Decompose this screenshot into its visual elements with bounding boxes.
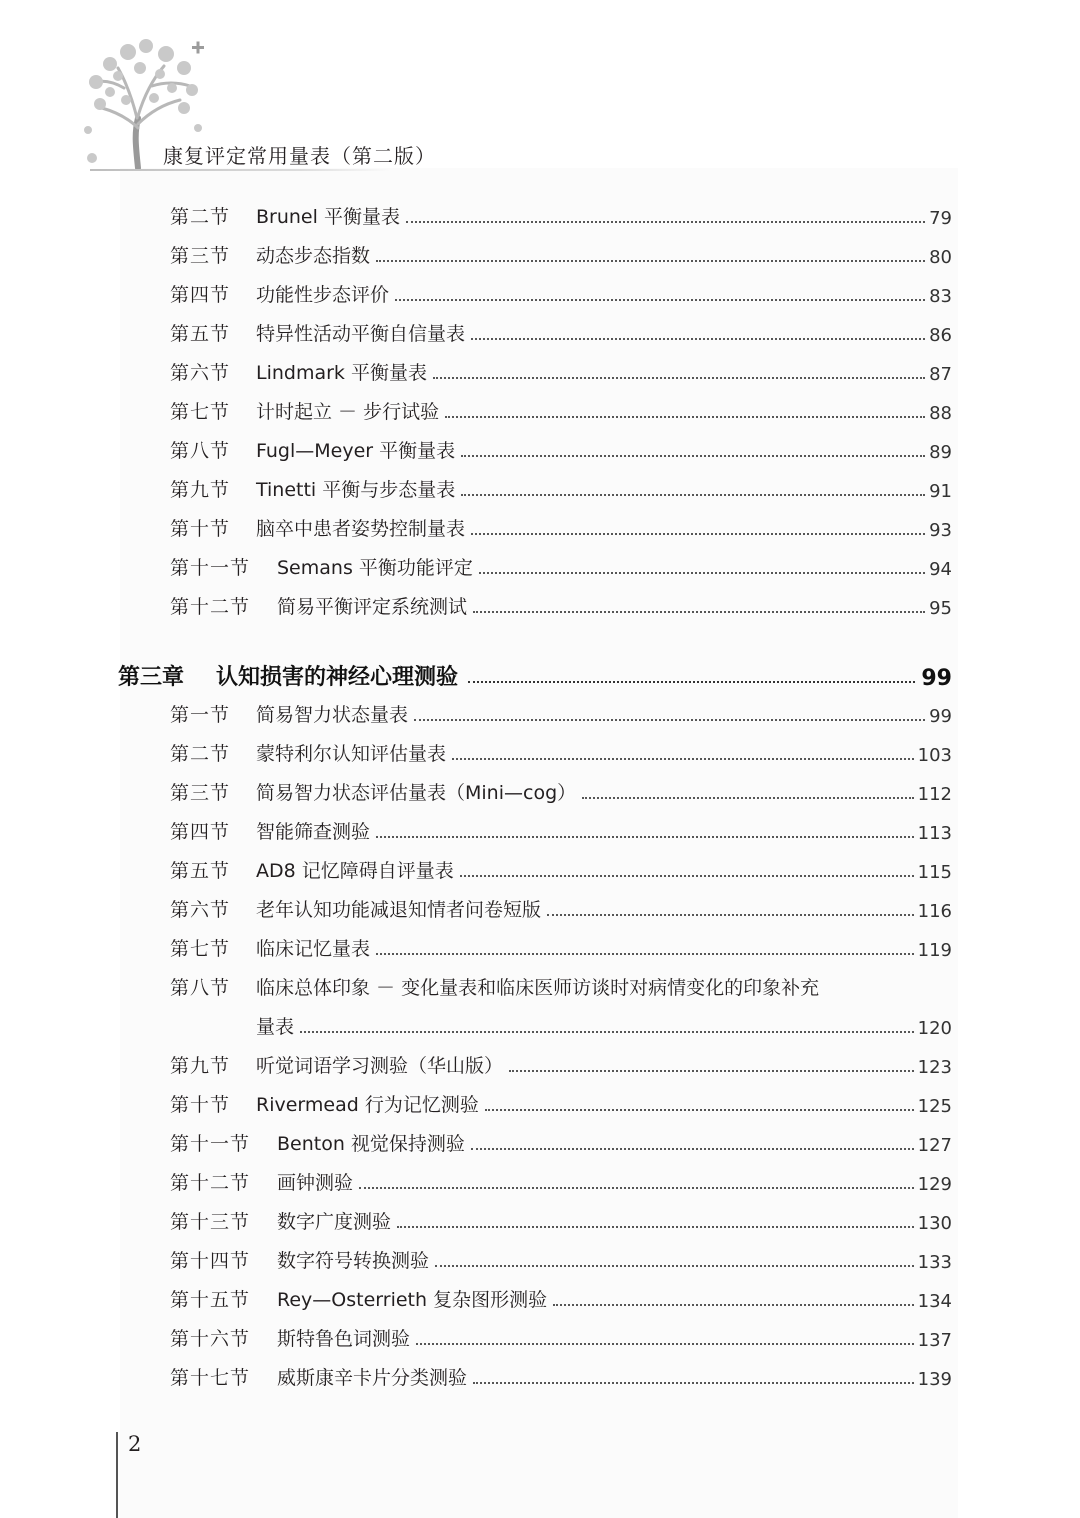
section-number: 第八节 xyxy=(170,977,231,999)
dot-leader xyxy=(452,757,914,760)
dot-leader xyxy=(547,913,914,916)
toc-entry[interactable] xyxy=(170,1204,952,1234)
toc-entry[interactable] xyxy=(170,775,952,805)
page-ref: 120 xyxy=(917,1018,952,1039)
section-title: 简易智力状态评估量表（Mini—cog） xyxy=(256,782,577,804)
toc-entry[interactable] xyxy=(170,1165,952,1195)
section-title: Lindmark 平衡量表 xyxy=(256,362,427,384)
toc-entry[interactable] xyxy=(170,550,952,580)
dot-leader xyxy=(485,1108,914,1111)
section-number: 第九节 xyxy=(170,1055,231,1077)
dot-leader xyxy=(414,718,925,721)
section-title: Rivermead 行为记忆测验 xyxy=(256,1094,479,1116)
section-title: Tinetti 平衡与步态量表 xyxy=(256,479,456,501)
section-title: Benton 视觉保持测验 xyxy=(277,1133,465,1155)
section-title: 智能筛查测验 xyxy=(256,821,371,843)
chapter-heading[interactable] xyxy=(118,657,952,691)
dot-leader xyxy=(445,415,925,418)
page-ref: 133 xyxy=(917,1252,952,1273)
page-number-rule xyxy=(116,1432,118,1518)
toc-entry[interactable] xyxy=(170,1243,952,1273)
dot-leader xyxy=(435,1264,914,1267)
toc-entry[interactable] xyxy=(170,697,952,727)
dot-leader xyxy=(376,259,925,262)
section-number: 第十六节 xyxy=(170,1328,251,1350)
section-number: 第五节 xyxy=(170,860,231,882)
page-ref: 88 xyxy=(929,403,952,424)
section-title: 特异性活动平衡自信量表 xyxy=(256,323,466,345)
section-number: 第八节 xyxy=(170,440,231,462)
toc-entry[interactable] xyxy=(170,199,952,229)
section-number: 第六节 xyxy=(170,899,231,921)
section-title: 临床记忆量表 xyxy=(256,938,371,960)
dot-leader xyxy=(460,874,914,877)
section-title: 计时起立 － 步行试验 xyxy=(256,401,440,423)
section-title: Fugl—Meyer 平衡量表 xyxy=(256,440,456,462)
section-number: 第十七节 xyxy=(170,1367,251,1389)
section-title: 数字广度测验 xyxy=(277,1211,392,1233)
toc-entry[interactable] xyxy=(170,394,952,424)
page-ref: 89 xyxy=(929,442,952,463)
section-title: 临床总体印象 － 变化量表和临床医师访谈时对病情变化的印象补充 xyxy=(256,977,820,999)
dot-leader xyxy=(468,680,915,683)
section-number: 第三节 xyxy=(170,245,231,267)
toc-entry[interactable] xyxy=(170,1087,952,1117)
page-ref: 95 xyxy=(929,598,952,619)
toc-entry[interactable] xyxy=(170,316,952,346)
section-number: 第十一节 xyxy=(170,1133,251,1155)
page-ref: 134 xyxy=(917,1291,952,1312)
page-ref: 137 xyxy=(917,1330,952,1351)
section-title: 蒙特利尔认知评估量表 xyxy=(256,743,447,765)
section-title: Semans 平衡功能评定 xyxy=(277,557,473,579)
page-ref: 115 xyxy=(917,862,952,883)
page-ref: 83 xyxy=(929,286,952,307)
dot-leader xyxy=(471,532,925,535)
dot-leader xyxy=(473,1381,914,1384)
toc-entry[interactable] xyxy=(170,853,952,883)
dot-leader xyxy=(433,376,925,379)
section-title: 斯特鲁色词测验 xyxy=(277,1328,411,1350)
page-ref: 130 xyxy=(917,1213,952,1234)
section-number: 第十四节 xyxy=(170,1250,251,1272)
section-number: 第五节 xyxy=(170,323,231,345)
section-number: 第九节 xyxy=(170,479,231,501)
dot-leader xyxy=(471,337,925,340)
section-number: 第十一节 xyxy=(170,557,251,579)
section-number: 第十三节 xyxy=(170,1211,251,1233)
dot-leader xyxy=(473,610,925,613)
section-title: Brunel 平衡量表 xyxy=(256,206,400,228)
dot-leader xyxy=(509,1069,914,1072)
page-ref: 119 xyxy=(917,940,952,961)
section-number: 第十二节 xyxy=(170,596,251,618)
section-title: 画钟测验 xyxy=(277,1172,354,1194)
dot-leader xyxy=(582,796,914,799)
dot-leader xyxy=(376,835,914,838)
dot-leader xyxy=(395,298,925,301)
dot-leader xyxy=(479,571,925,574)
page-ref: 93 xyxy=(929,520,952,541)
toc-entry[interactable] xyxy=(170,970,952,1000)
section-number: 第七节 xyxy=(170,938,231,960)
toc-entry[interactable] xyxy=(170,1360,952,1390)
dot-leader xyxy=(397,1225,914,1228)
section-title: 老年认知功能减退知情者问卷短版 xyxy=(256,899,542,921)
section-number: 第一节 xyxy=(170,704,231,726)
page-ref: 87 xyxy=(929,364,952,385)
dot-leader xyxy=(406,220,925,223)
toc-entry-continuation[interactable] xyxy=(256,1009,952,1039)
section-title: 功能性步态评价 xyxy=(256,284,390,306)
page-ref: 139 xyxy=(917,1369,952,1390)
toc-entry[interactable] xyxy=(170,472,952,502)
page-ref: 125 xyxy=(917,1096,952,1117)
toc-entry[interactable] xyxy=(170,355,952,385)
page-number: 2 xyxy=(128,1432,142,1456)
page-ref: 123 xyxy=(917,1057,952,1078)
toc-entry[interactable] xyxy=(170,1321,952,1351)
page-ref: 127 xyxy=(917,1135,952,1156)
section-title: Rey—Osterrieth 复杂图形测验 xyxy=(277,1289,548,1311)
section-number: 第四节 xyxy=(170,821,231,843)
toc-entry[interactable] xyxy=(170,1048,952,1078)
dot-leader xyxy=(416,1342,914,1345)
toc-entry[interactable] xyxy=(170,892,952,922)
header-rule xyxy=(90,169,390,171)
section-number: 第十五节 xyxy=(170,1289,251,1311)
dot-leader xyxy=(471,1147,914,1150)
chapter-page-ref: 99 xyxy=(921,666,952,691)
toc-entry[interactable] xyxy=(170,1282,952,1312)
section-number: 第四节 xyxy=(170,284,231,306)
section-title: 简易智力状态量表 xyxy=(256,704,409,726)
page-ref: 113 xyxy=(917,823,952,844)
section-title: AD8 记忆障碍自评量表 xyxy=(256,860,454,882)
page-ref: 99 xyxy=(929,706,952,727)
toc-entry[interactable] xyxy=(170,277,952,307)
section-number: 第十二节 xyxy=(170,1172,251,1194)
dot-leader xyxy=(359,1186,914,1189)
book-title: 康复评定常用量表（第二版） xyxy=(163,144,436,168)
section-number: 第二节 xyxy=(170,743,231,765)
toc-entry[interactable] xyxy=(170,814,952,844)
dot-leader xyxy=(300,1030,914,1033)
section-title-continuation: 量表 xyxy=(256,1016,295,1038)
toc-entry[interactable] xyxy=(170,736,952,766)
page-ref: 91 xyxy=(929,481,952,502)
section-number: 第十节 xyxy=(170,518,231,540)
page-ref: 86 xyxy=(929,325,952,346)
page-ref: 94 xyxy=(929,559,952,580)
section-number: 第三节 xyxy=(170,782,231,804)
toc-entry[interactable] xyxy=(170,238,952,268)
toc-entry[interactable] xyxy=(170,589,952,619)
section-number: 第七节 xyxy=(170,401,231,423)
section-title: 数字符号转换测验 xyxy=(277,1250,430,1272)
page-ref: 103 xyxy=(917,745,952,766)
section-title: 动态步态指数 xyxy=(256,245,371,267)
page-ref: 112 xyxy=(917,784,952,805)
page-ref: 79 xyxy=(929,208,952,229)
section-number: 第二节 xyxy=(170,206,231,228)
dot-leader xyxy=(376,952,914,955)
section-title: 脑卒中患者姿势控制量表 xyxy=(256,518,466,540)
toc-entry[interactable] xyxy=(170,931,952,961)
page-ref: 80 xyxy=(929,247,952,268)
dot-leader xyxy=(461,493,925,496)
section-number: 第六节 xyxy=(170,362,231,384)
dot-leader xyxy=(553,1303,914,1306)
toc-entry[interactable] xyxy=(170,511,952,541)
section-title: 听觉词语学习测验（华山版） xyxy=(256,1055,504,1077)
section-title: 简易平衡评定系统测试 xyxy=(277,596,468,618)
page-ref: 116 xyxy=(917,901,952,922)
section-number: 第十节 xyxy=(170,1094,231,1116)
chapter-number: 第三章 xyxy=(118,665,185,690)
toc-entry[interactable] xyxy=(170,1126,952,1156)
dot-leader xyxy=(461,454,925,457)
running-header xyxy=(80,38,440,178)
section-title: 威斯康辛卡片分类测验 xyxy=(277,1367,468,1389)
toc-entry[interactable] xyxy=(170,433,952,463)
chapter-title: 认知损害的神经心理测验 xyxy=(216,665,459,690)
page-ref: 129 xyxy=(917,1174,952,1195)
